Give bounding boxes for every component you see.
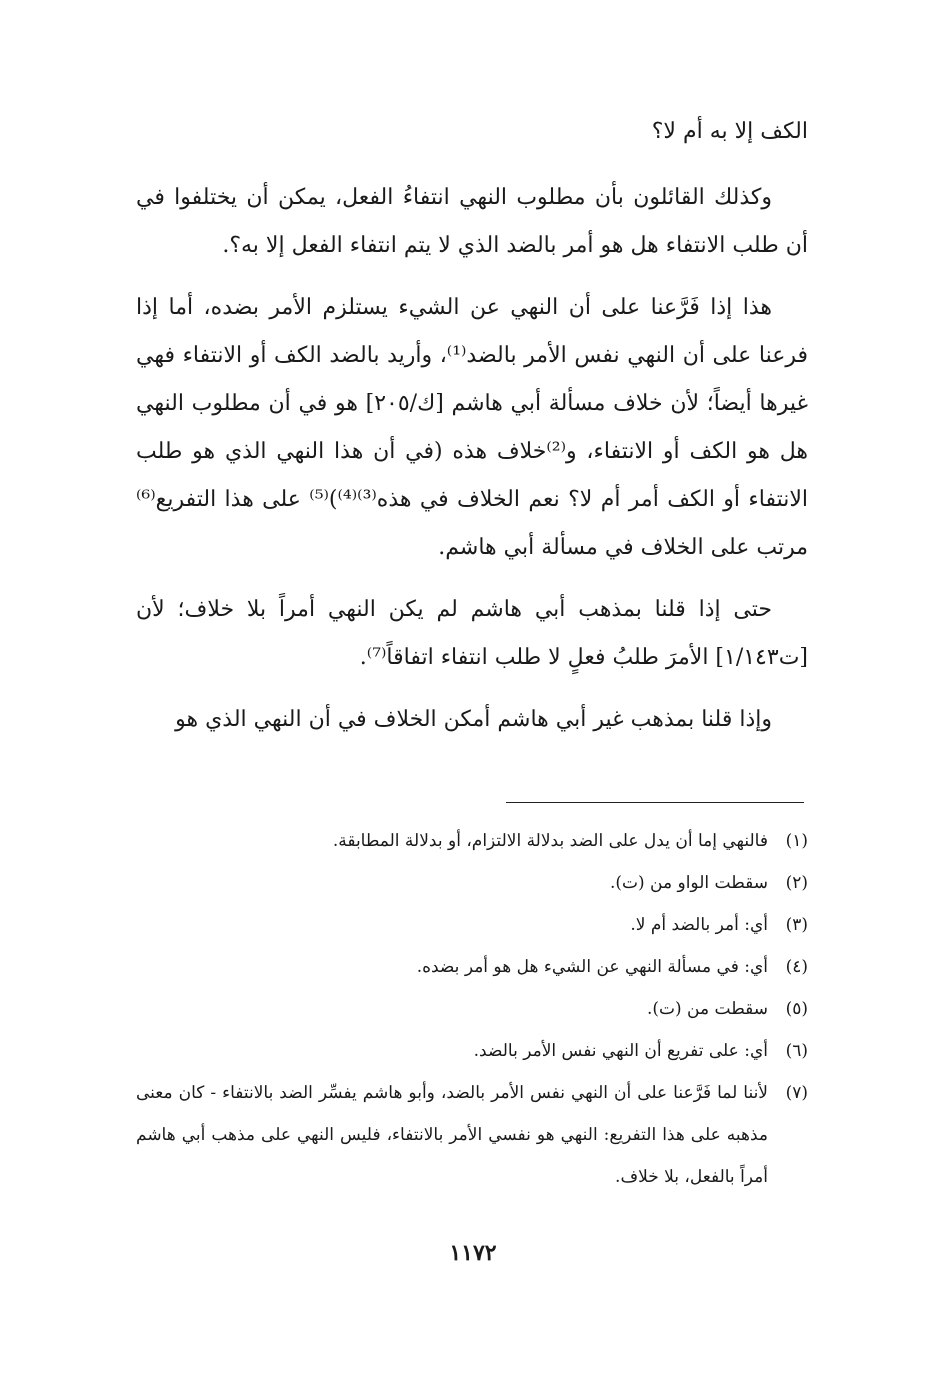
footnote-text: لأننا لما فَرَّعنا على أن النهي نفس الأمر بالضد، وأبو هاشم يفسِّر الضد بالانتفاء - كان معنى مذهبه على هذا التفريع: النهي هو نفسي الأمر بالانتفاء، فليس النهي على مذهب أبي هاشم أمراً بالفعل، بلا خلاف. <box>136 1083 768 1187</box>
footnote-1 <box>136 820 808 862</box>
footnote-2 <box>136 862 808 904</box>
footnote-number: (٣) <box>785 915 808 935</box>
footnote-text: سقطت من (ت). <box>646 999 768 1019</box>
footnote-number: (٥) <box>785 999 808 1019</box>
page-number: ١١٧٢ <box>449 1240 497 1266</box>
footnote-text: سقطت الواو من (ت). <box>609 873 768 893</box>
footnote-number: (٦) <box>785 1041 808 1061</box>
footnote-number: (١) <box>785 831 808 851</box>
footnote-number: (٤) <box>785 957 808 977</box>
footnote-6 <box>136 1030 808 1072</box>
footnote-7 <box>136 1072 808 1198</box>
paragraph-3: هذا إذا فَرَّعنا على أن النهي عن الشيء يستلزم الأمر بضده، أما إذا فرعنا على أن النهي نفس الأمر بالضد⁽¹⁾، وأريد بالضد الكف أو الانتفاء فهي غيرها أيضاً؛ لأن خلاف مسألة أبي هاشم [ك/٢٠٥] هو في أن مطلوب النهي هل هو الكف أو الانتفاء، و⁽²⁾خلاف هذه (في أن هذا النهي الذي هو طلب الانتفاء أو الكف أمر أم لا؟ نعم الخلاف في هذه⁽³⁾⁽⁴⁾)⁽⁵⁾ على هذا التفريع⁽⁶⁾ مرتب على الخلاف في مسألة أبي هاشم. <box>136 295 808 560</box>
footnote-number: (٢) <box>785 873 808 893</box>
footnote-text: أي: على تفريع أن النهي نفس الأمر بالضد. <box>473 1041 768 1061</box>
footnote-number: (٧) <box>785 1083 808 1103</box>
main-text <box>136 108 808 758</box>
paragraph-1: الكف إلا به أم لا؟ <box>651 119 808 144</box>
footnote-text: فالنهي إما أن يدل على الضد بدلالة الالتزام، أو بدلالة المطابقة. <box>332 831 768 851</box>
footnote-separator <box>506 802 804 803</box>
paragraph-4: حتى إذا قلنا بمذهب أبي هاشم لم يكن النهي أمراً بلا خلاف؛ لأن [ت١/١٤٣] الأمرَ طلبُ فعلٍ لا طلب انتفاء اتفاقاً⁽⁷⁾. <box>136 597 808 670</box>
footnote-5 <box>136 988 808 1030</box>
footnote-text: أي: أمر بالضد أم لا. <box>630 915 768 935</box>
footnote-4 <box>136 946 808 988</box>
footnote-3 <box>136 904 808 946</box>
paragraph-2: وكذلك القائلون بأن مطلوب النهي انتفاءُ الفعل، يمكن أن يختلفوا في أن طلب الانتفاء هل هو أمر بالضد الذي لا يتم انتفاء الفعل إلا به؟. <box>136 185 808 258</box>
paragraph-5: وإذا قلنا بمذهب غير أبي هاشم أمكن الخلاف في أن النهي الذي هو <box>175 707 772 732</box>
footnotes <box>136 820 808 1198</box>
footnote-text: أي: في مسألة النهي عن الشيء هل هو أمر بضده. <box>416 957 768 977</box>
